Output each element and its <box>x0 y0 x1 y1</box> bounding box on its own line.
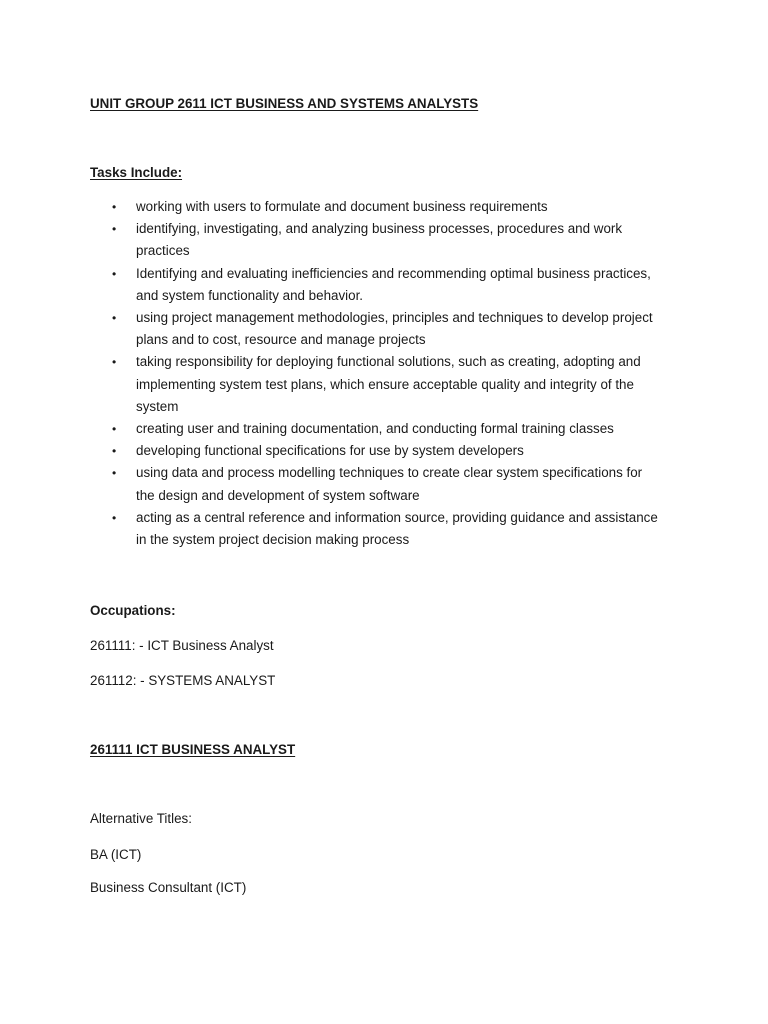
task-line: acting as a central reference and information source, providing guidance and assistance <box>136 509 658 525</box>
task-item <box>90 418 690 440</box>
task-line: in the system project decision making process <box>136 532 410 548</box>
task-line: Identifying and evaluating inefficiencies and recommending optimal business practices, <box>136 265 651 281</box>
task-line: the design and development of system software <box>136 487 420 503</box>
bullet-icon: • <box>112 222 117 237</box>
task-item <box>90 440 690 462</box>
bullet-icon: • <box>112 510 117 525</box>
alternative-title-item: Business Consultant (ICT) <box>90 880 247 895</box>
bullet-icon: • <box>112 355 117 370</box>
bullet-icon: • <box>112 422 117 437</box>
task-line: using project management methodologies, principles and techniques to develop project <box>136 310 653 326</box>
task-item <box>90 263 690 307</box>
task-line: taking responsibility for deploying functional solutions, such as creating, adopting and <box>136 354 641 370</box>
task-line: identifying, investigating, and analyzing business processes, procedures and work <box>136 221 623 237</box>
bullet-icon: • <box>112 200 117 214</box>
task-line: system <box>136 398 179 414</box>
task-item <box>90 196 690 218</box>
task-line: using data and process modelling techniques to create clear system specifications for <box>136 465 643 481</box>
bullet-icon: • <box>112 466 117 481</box>
task-line: implementing system test plans, which ensure acceptable quality and integrity of the <box>136 376 634 392</box>
task-line: practices <box>136 243 190 259</box>
task-line: developing functional specifications for use by system developers <box>136 443 524 459</box>
occupation-item: 261111: - ICT Business Analyst <box>90 638 274 653</box>
task-line: and system functionality and behavior. <box>136 287 364 303</box>
task-item <box>90 462 690 506</box>
task-item <box>90 351 690 418</box>
occupations-heading: Occupations: <box>90 603 176 618</box>
unit-group-title: UNIT GROUP 2611 ICT BUSINESS AND SYSTEMS ANALYSTS <box>90 96 479 111</box>
alternative-titles-heading: Alternative Titles: <box>90 811 192 826</box>
task-item <box>90 507 690 551</box>
section-title: 261111 ICT BUSINESS ANALYST <box>90 742 296 757</box>
task-line: plans and to cost, resource and manage projects <box>136 332 426 348</box>
bullet-icon: • <box>112 311 117 326</box>
occupation-item: 261112: - SYSTEMS ANALYST <box>90 673 276 688</box>
tasks-list <box>90 196 690 551</box>
task-item <box>90 307 690 351</box>
task-line: creating user and training documentation, and conducting formal training classes <box>136 421 614 437</box>
bullet-icon: • <box>112 444 117 459</box>
alternative-title-item: BA (ICT) <box>90 847 142 862</box>
task-line: working with users to formulate and document business requirements <box>136 199 548 214</box>
task-item <box>90 218 690 262</box>
tasks-heading: Tasks Include: <box>90 165 183 180</box>
bullet-icon: • <box>112 266 117 281</box>
